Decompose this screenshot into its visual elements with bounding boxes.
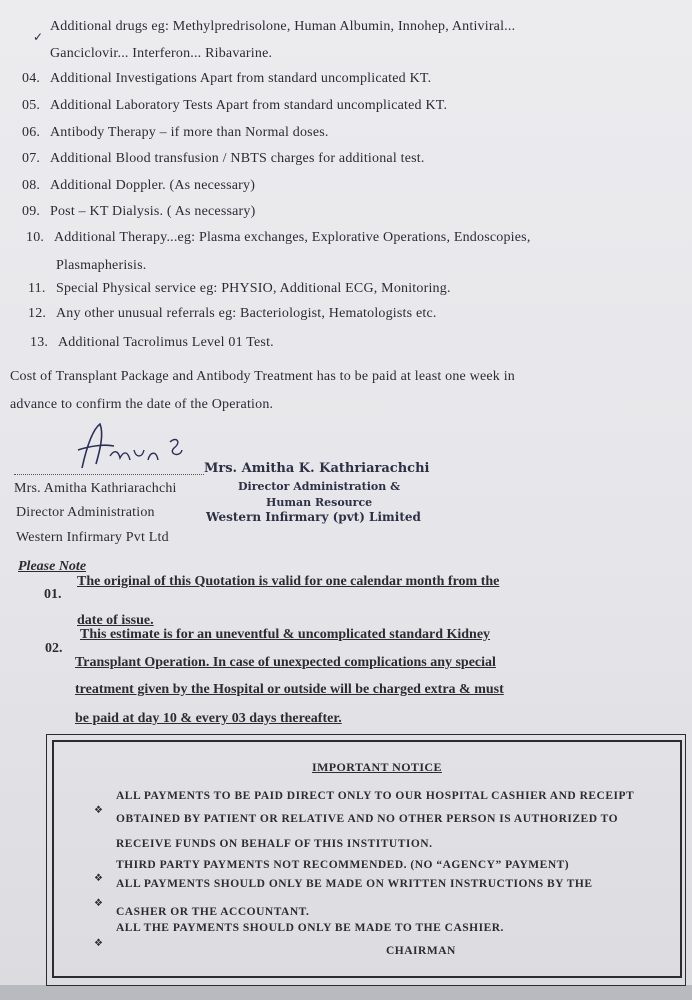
list-item: Additional drugs eg: Methylpredrisolone, Human Albumin, Innohep, Antiviral... <box>50 19 516 34</box>
list-item: 04. Additional Investigations Apart from standard uncomplicated KT. <box>22 71 432 86</box>
list-item: 13. Additional Tacrolimus Level 01 Test. <box>30 335 274 350</box>
list-item: 05. Additional Laboratory Tests Apart from standard uncomplicated KT. <box>22 98 448 113</box>
note-text-line: The original of this Quotation is valid for one calendar month from the <box>77 574 500 589</box>
signatory-org: Western Infirmary Pvt Ltd <box>16 530 169 545</box>
notice-title: IMPORTANT NOTICE <box>312 760 442 774</box>
list-item: 10. Additional Therapy...eg: Plasma exchanges, Explorative Operations, Endoscopies, <box>26 230 531 245</box>
diamond-bullet-icon: ❖ <box>94 938 103 949</box>
stamp-line: Western Infirmary (pvt) Limited <box>206 510 421 524</box>
stamp-line: Director Administration & <box>238 480 401 493</box>
handwritten-signature <box>70 420 190 472</box>
list-item: 09. Post – KT Dialysis. ( As necessary) <box>22 204 256 219</box>
notice-signoff: CHAIRMAN <box>386 945 456 957</box>
cost-note-line: advance to confirm the date of the Operation. <box>10 397 274 412</box>
note-text-line: date of issue. <box>77 613 154 628</box>
please-note-heading: Please Note <box>18 559 87 574</box>
cost-note-line: Cost of Transplant Package and Antibody Treatment has to be paid at least one week in <box>10 369 515 384</box>
stamp-name: Mrs. Amitha K. Kathriarachchi <box>204 461 430 476</box>
list-item: 07. Additional Blood transfusion / NBTS charges for additional test. <box>22 151 425 166</box>
diamond-bullet-icon: ❖ <box>94 805 103 816</box>
pen-tick-mark: ✓ <box>33 30 44 44</box>
list-item: Plasmapherisis. <box>56 258 147 273</box>
list-item: Ganciclovir... Interferon... Ribavarine. <box>50 46 273 61</box>
page-bottom-shadow <box>0 985 692 1000</box>
notice-line: THIRD PARTY PAYMENTS NOT RECOMMENDED. (NO “AGENCY” PAYMENT) <box>116 859 570 871</box>
notice-line: ALL PAYMENTS TO BE PAID DIRECT ONLY TO OUR HOSPITAL CASHIER AND RECEIPT <box>116 790 635 802</box>
notice-line: ALL PAYMENTS SHOULD ONLY BE MADE ON WRITTEN INSTRUCTIONS BY THE <box>116 878 593 890</box>
note-text-line: This estimate is for an uneventful & uncomplicated standard Kidney <box>80 627 491 642</box>
list-item: 12. Any other unusual referrals eg: Bacteriologist, Hematologists etc. <box>28 306 437 321</box>
note-text-line: Transplant Operation. In case of unexpected complications any special <box>75 655 496 670</box>
list-item: 08. Additional Doppler. (As necessary) <box>22 178 256 193</box>
notice-line: ALL THE PAYMENTS SHOULD ONLY BE MADE TO THE CASHIER. <box>116 922 504 934</box>
stamp-line: Human Resource <box>266 496 373 509</box>
list-item: 06. Antibody Therapy – if more than Normal doses. <box>22 125 329 140</box>
list-item: 11. Special Physical service eg: PHYSIO, Additional ECG, Monitoring. <box>28 281 451 296</box>
signatory-title: Director Administration <box>16 505 155 520</box>
diamond-bullet-icon: ❖ <box>94 873 103 884</box>
note-text-line: be paid at day 10 & every 03 days thereafter. <box>75 711 342 726</box>
notice-line: OBTAINED BY PATIENT OR RELATIVE AND NO OTHER PERSON IS AUTHORIZED TO <box>116 813 619 825</box>
notice-line: RECEIVE FUNDS ON BEHALF OF THIS INSTITUTION. <box>116 838 433 850</box>
notice-line: CASHER OR THE ACCOUNTANT. <box>116 906 310 918</box>
note-number: 02. <box>45 641 63 656</box>
note-text-line: treatment given by the Hospital or outside will be charged extra & must <box>75 682 504 697</box>
signature-dotted-line <box>14 474 204 475</box>
note-number: 01. <box>44 587 62 602</box>
diamond-bullet-icon: ❖ <box>94 898 103 909</box>
signatory-name: Mrs. Amitha Kathriarachchi <box>14 481 177 496</box>
